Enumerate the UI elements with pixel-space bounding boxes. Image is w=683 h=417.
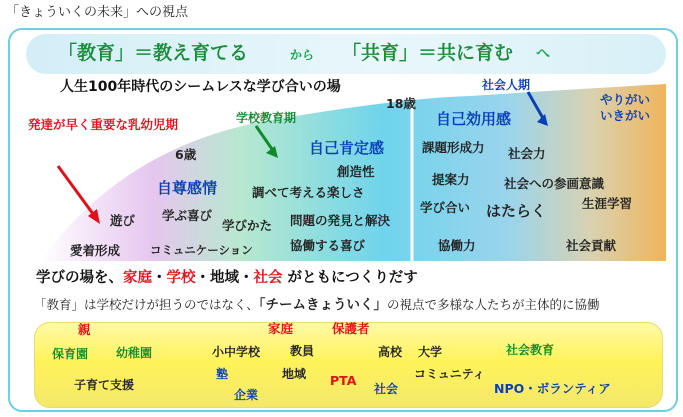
header-part1: 「教育」＝教え育てる: [58, 42, 249, 64]
item-sozosei: 創造性: [337, 164, 375, 179]
item-communication: コミュニケーション: [150, 243, 253, 257]
item-mondai: 問題の発見と解決: [290, 213, 391, 228]
age-6-label: 6歳: [175, 147, 197, 162]
place-line: 学びの場を、家庭・学校・地域・社会 がともにつくりだす: [36, 270, 418, 286]
actor-shakai-kyoiku: 社会教育: [506, 343, 555, 357]
actor-chiiki: 地域: [282, 367, 307, 381]
header-to: へ: [536, 46, 550, 62]
item-koken: 社会貢献: [566, 238, 617, 253]
phase-society-label: 社会人期: [482, 78, 531, 92]
item-shogai: 生涯学習: [582, 196, 633, 211]
keyword-self-affirmation: 自己肯定感: [309, 139, 385, 157]
actor-hogosha: 保護者: [332, 321, 370, 336]
phase-school-label: 学校教育期: [236, 111, 297, 125]
fulfillment-line2: いきがい: [600, 107, 651, 123]
age-18-label: 18歳: [386, 96, 416, 111]
item-shakairyoku: 社会力: [508, 146, 546, 161]
actor-hoikuen: 保育園: [52, 347, 89, 361]
actor-shakai: 社会: [374, 382, 399, 396]
keyword-fulfillment: [600, 92, 650, 123]
item-teian: 提案力: [432, 172, 470, 187]
item-manabikata: 学びかた: [222, 218, 273, 233]
item-sankaku: 社会への参画意識: [504, 176, 605, 191]
fulfillment-line1: やりがい: [600, 92, 651, 107]
note-line: 「教育」は学校だけが担うのではなく、「チームきょういく」の視点で多様な人たちが主体的に協働: [34, 297, 600, 313]
header-from: から: [290, 48, 315, 62]
keyword-self-efficacy: 自己効用感: [436, 110, 512, 128]
item-kadai: 課題形成力: [422, 140, 485, 155]
keyword-self-esteem: 自尊感情: [157, 179, 218, 197]
phase-infant-label: 発達が早く重要な乳幼児期: [28, 117, 179, 132]
actor-koko: 高校: [378, 345, 403, 359]
item-asobi: 遊び: [110, 213, 136, 228]
item-aichaku: 愛着形成: [70, 243, 121, 258]
item-shirabete: 調べて考える楽しさ: [252, 185, 365, 200]
item-manabu-yorokobi: 学ぶ喜び: [162, 208, 213, 223]
actor-pta: PTA: [330, 373, 357, 388]
actor-yochien: 幼稚園: [116, 346, 153, 360]
actor-npo: NPO・ボランティア: [494, 381, 611, 396]
actor-daigaku: 大学: [418, 345, 443, 359]
actor-kyoin: 教員: [290, 344, 315, 358]
subtitle: 人生100年時代のシームレスな学び合いの場: [60, 79, 341, 95]
header-part2: 「共育」＝共に育む: [342, 42, 514, 64]
page-title: 「きょういくの未来」への視点: [6, 5, 189, 20]
item-kyodo-yorokobi: 協働する喜び: [290, 238, 366, 253]
item-hataraku: はたらく: [486, 202, 547, 220]
actor-katei: 家庭: [268, 321, 294, 336]
actor-oya: 親: [78, 322, 91, 337]
actor-kigyo: 企業: [234, 388, 259, 402]
actor-community: コミュニティ: [414, 367, 485, 381]
item-kyodoryoku: 協働力: [438, 238, 476, 253]
infant-arrow: [58, 166, 96, 218]
actor-shochu: 小中学校: [212, 345, 261, 359]
actor-juku: 塾: [216, 367, 229, 381]
actor-kosodate: 子育て支援: [74, 378, 135, 392]
item-manabiai: 学び合い: [420, 200, 471, 215]
